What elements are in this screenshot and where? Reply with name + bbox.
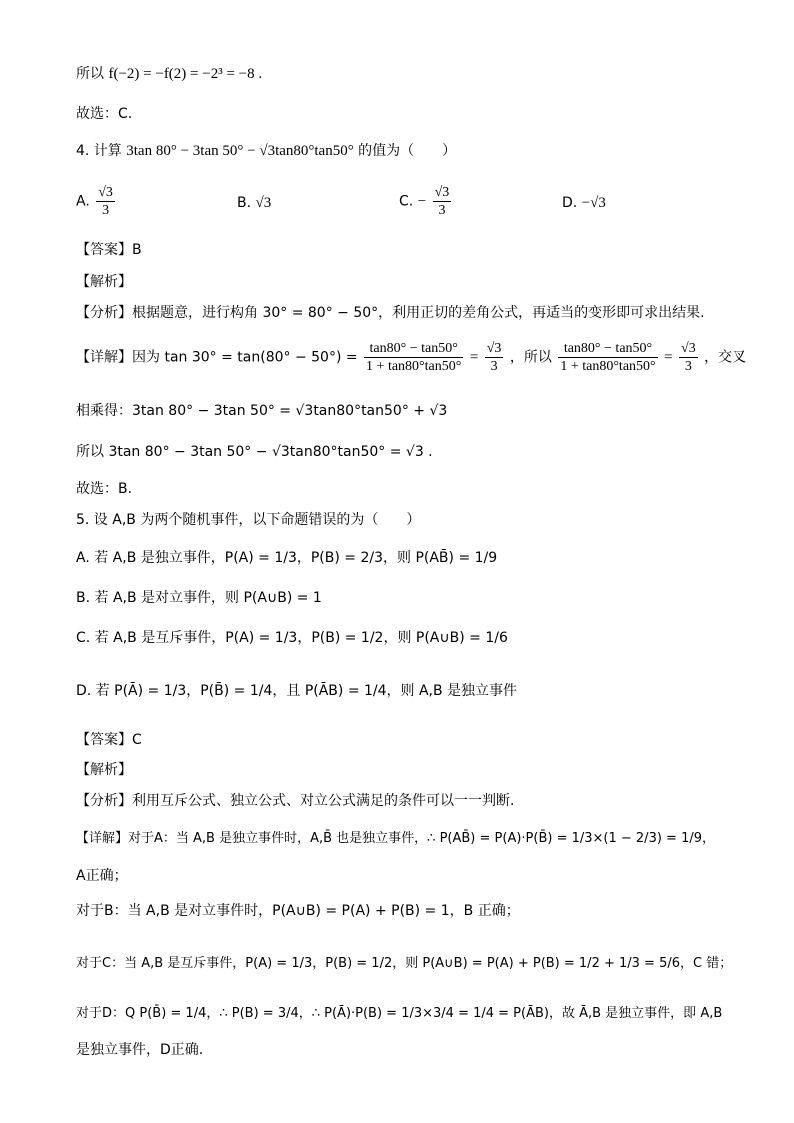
q5-detail-d2: 是独立事件，D正确. (76, 1042, 204, 1058)
q4-detail: 【详解】因为 tan 30° = tan(80° − 50°) = $\frac{\tan 80^\circ - \tan 50^\circ}{1 + \tan 80^\circ\tan 50^\circ}$ = $\frac{√3}{3}$ ，所以 $\frac{\tan 80^\circ - \tan 50^\circ}{1 + \tan 80^\circ\tan 50^\circ}$ = $\frac{√3}{3}$ ，交叉 (76, 341, 747, 374)
q4-answer: 【答案】B (76, 242, 142, 258)
denominator: 1 + tan80°tan50° (366, 359, 462, 374)
q5-option-c: C. 若 A,B 是互斥事件，P(A) = 1/3，P(B) = 1/2，则 P(A∪B) = 1/6 (76, 630, 508, 646)
line-conclusion-f (76, 64, 262, 84)
denominator: 1 + tan80°tan50° (560, 359, 656, 374)
q5-detail-d: 对于D：Q P(B̄) = 1/4，∴ P(B) = 3/4，∴ P(Ā)·P(B) = 1/3×3/4 = 1/4 = P(ĀB)，故 Ā,B 是独立事件，即 A,B (76, 1006, 723, 1021)
numerator: tan80° − tan50° (558, 340, 657, 358)
denominator: 3 (684, 359, 692, 374)
q4-pick: 故选：B. (76, 481, 133, 497)
fraction (96, 184, 115, 219)
q4-analysis: 【分析】根据题意，进行构角 30° = 80° − 50°，利用正切的差角公式，再适当的变形即可求出结果. (76, 305, 705, 321)
fraction (485, 340, 504, 375)
q4-cross: 相乘得：3tan 80° − 3tan 50° = √3tan80°tan50° + √3 (76, 403, 448, 419)
text: 所以 (76, 66, 104, 82)
q5-option-d: D. 若 P(Ā) = 1/3，P(B̄) = 1/4，且 P(ĀB) = 1/4，则 A,B 是独立事件 (76, 683, 518, 699)
text: 【详解】因为 tan 30° = tan(80° − 50°) = (76, 349, 358, 366)
question-5-stem: 5. 设 A,B 为两个随机事件，以下命题错误的为（ ） (76, 512, 421, 528)
fraction (364, 340, 463, 375)
denominator: 3 (438, 203, 446, 218)
q5-jiexi: 【解析】 (76, 762, 132, 778)
q4-option-b (237, 193, 271, 213)
text: ，所以 (509, 349, 552, 366)
option-value: √3 (255, 195, 272, 211)
numerator: √3 (486, 341, 502, 356)
denominator: 3 (102, 203, 110, 218)
numerator: √3 (98, 185, 113, 200)
q4-jiexi: 【解析】 (76, 274, 132, 290)
option-label: D. (562, 195, 578, 211)
q4-option-c: C. − $\frac{√3}{3}$ (399, 185, 450, 218)
fraction (433, 184, 452, 219)
question-4-stem (76, 141, 456, 161)
q4-expression: 3tan 80° − 3tan 50° − √3tan80°tan50° (126, 143, 354, 159)
denominator: 3 (490, 359, 498, 374)
numerator: √3 (681, 341, 696, 356)
fraction (558, 340, 657, 375)
text: ，交叉 (704, 349, 747, 366)
option-label: B. (237, 195, 252, 211)
q5-detail-c: 对于C：当 A,B 是互斥事件，P(A) = 1/3，P(B) = 1/2，则 P(A∪B) = P(A) + P(B) = 1/2 + 1/3 = 5/6，C 错； (76, 956, 733, 971)
q5-option-b: B. 若 A,B 是对立事件，则 P(A∪B) = 1 (76, 590, 322, 606)
q5-analysis: 【分析】利用互斥公式、独立公式、对立公式满足的条件可以一一判断. (76, 793, 515, 809)
q5-detail-b: 对于B：当 A,B 是对立事件时，P(A∪B) = P(A) + P(B) = 1，B 正确； (76, 903, 520, 919)
option-label: C. (399, 193, 414, 210)
q4-so: 所以 3tan 80° − 3tan 50° − √3tan80°tan50° = √3 . (76, 444, 433, 460)
q5-detail-a: 【详解】对于A：当 A,B 是独立事件时，A,B̄ 也是独立事件，∴ P(AB̄) = P(A)·P(B̄) = 1/3×(1 − 2/3) = 1/9， (76, 831, 715, 846)
q5-detail-a2: A正确； (76, 868, 128, 884)
q4-option-a (76, 184, 117, 219)
option-label: A. (76, 193, 90, 210)
q4-option-d (562, 193, 606, 213)
q5-option-a: A. 若 A,B 是独立事件，P(A) = 1/3，P(B) = 2/3，则 P(AB̄) = 1/9 (76, 550, 498, 566)
numerator: √3 (434, 185, 450, 200)
fraction (679, 340, 698, 375)
option-value: −√3 (581, 195, 606, 211)
math-expression: f(−2) = −f(2) = −2³ = −8 . (108, 66, 263, 82)
q4-number: 4. 计算 (76, 143, 122, 159)
line-choose-c: 故选：C. (76, 106, 133, 122)
numerator: tan80° − tan50° (364, 340, 463, 358)
q5-answer: 【答案】C (76, 732, 142, 748)
q4-prompt: 的值为（ ） (358, 143, 457, 159)
